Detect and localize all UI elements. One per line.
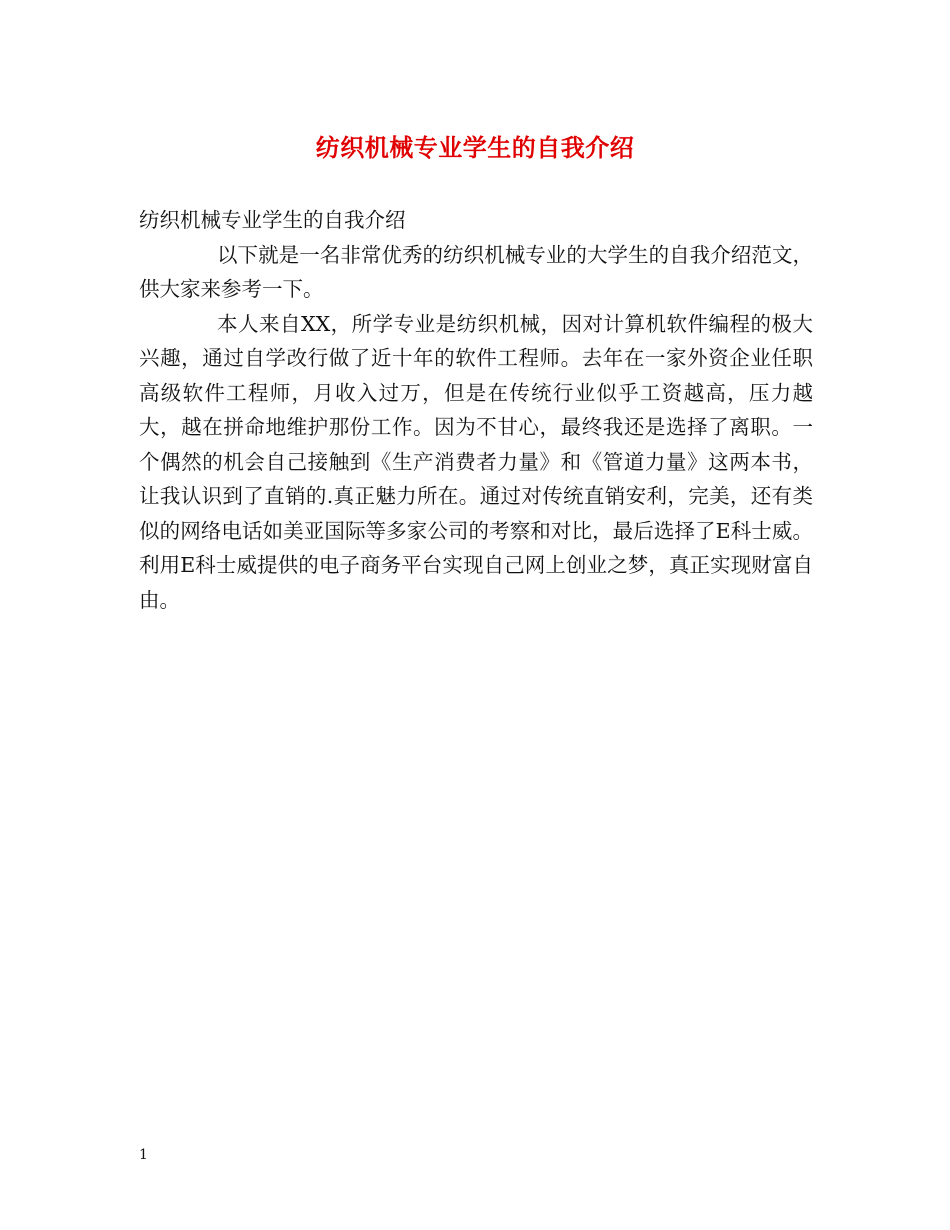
page-number: 1 [139, 1147, 148, 1163]
document-subtitle: 纺织机械专业学生的自我介绍 [139, 208, 406, 232]
paragraph-intro: 以下就是一名非常优秀的纺织机械专业的大学生的自我介绍范文，供大家来参考一下。 [139, 242, 813, 301]
document-title: 纺织机械专业学生的自我介绍 [315, 133, 635, 162]
paragraph-main: 本人来自XX，所学专业是纺织机械，因对计算机软件编程的极大兴趣，通过自学改行做了近十年的软件工程师。去年在一家外资企业任职高级软件工程师，月收入过万，但是在传统行业似乎工资越高，压力越大，越在拼命地维护那份工作。因为不甘心，最终我还是选择了离职。一个偶然的机会自己接触到《生产消费者力量》和《管道力量》这两本书，让我认识到了直销的.真正魅力所在。通过对传统直销安利，完美，还有类似的网络电话如美亚国际等多家公司的考察和对比，最后选择了E科士威。利用E科士威提供的电子商务平台实现自己网上创业之梦，真正实现财富自由。 [139, 311, 813, 612]
document-body [139, 203, 813, 617]
